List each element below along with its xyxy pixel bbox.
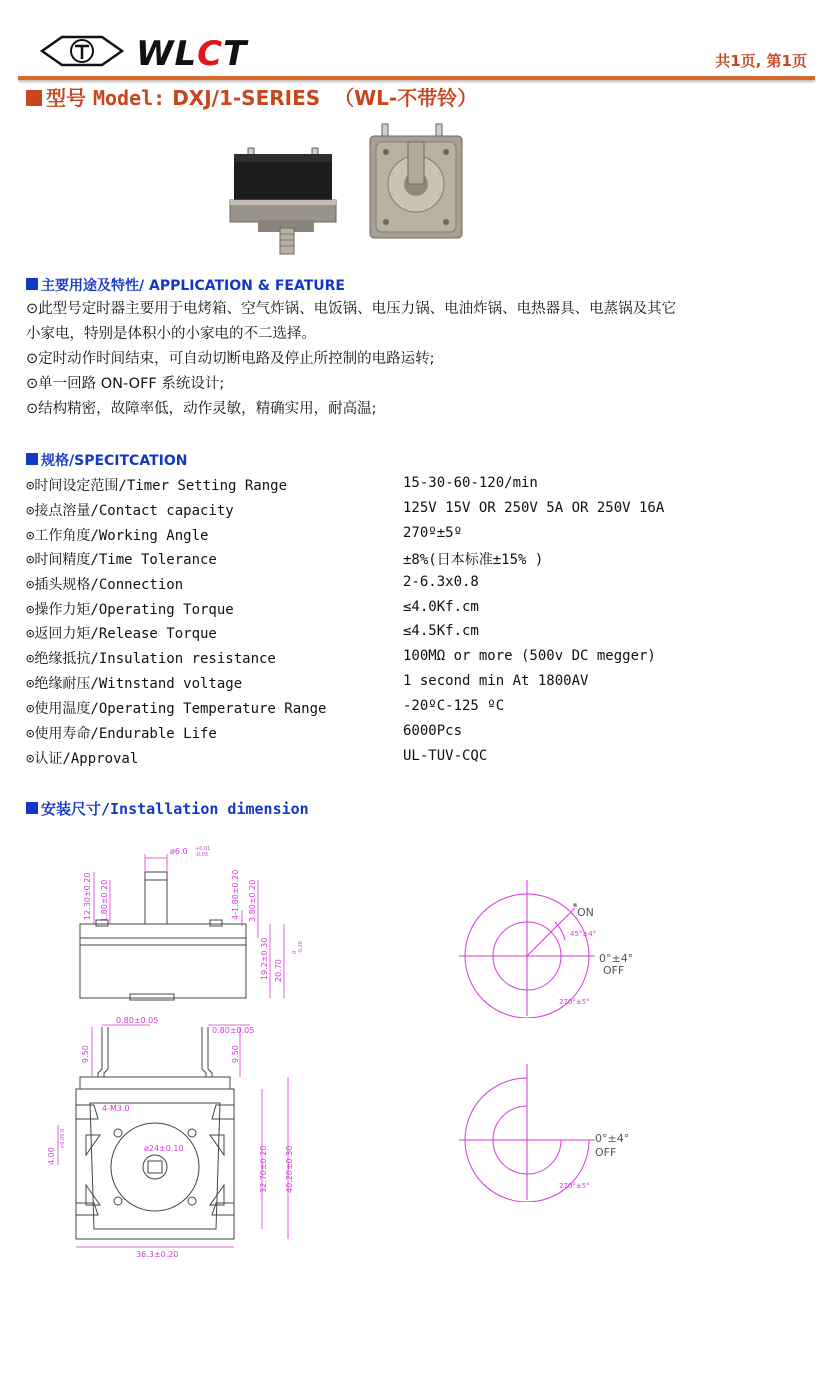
dim-4-1-8: 4-1.80±0.20 [231,869,240,920]
label-on: ON [577,906,594,919]
label-zero: 0°±4° [599,952,634,965]
spec-value: 100MΩ or more (500v DC megger) [403,648,656,664]
spec-row [26,623,806,648]
off-angle-diagram [455,1062,655,1206]
front-view-drawing [40,1015,310,1269]
spec-row [26,673,806,698]
product-photo-front [366,122,466,246]
spec-value: 125V 15V OR 250V 5A OR 250V 16A [403,500,665,516]
product-photo-side [228,140,340,262]
dim-shaft-tol-up: +0.01 [195,846,211,852]
spec-value: 15-30-60-120/min [403,475,538,491]
feature-line: ⊙定时动作时间结束，可自动切断电路及停止所控制的电路运转; [26,351,435,367]
side-view-drawing [70,840,310,1014]
on-off-angle-diagram [455,878,655,1022]
spec-label: ⊙时间精度/Time Tolerance [26,552,217,568]
feature-line: 小家电，特别是体积小的小家电的不二选择。 [26,326,316,342]
spec-value: UL-TUV-CQC [403,748,488,764]
spec-value: -20ºC-125 ºC [403,698,505,714]
spec-row [26,475,806,500]
spec-value: 2-6.3x0.8 [403,574,479,590]
spec-value: 1 second min At 1800AV [403,673,589,689]
dim-19-2: 19.2±0.30 [260,937,269,980]
dim-tab-w-left: 0.80±0.05 [116,1016,159,1025]
spec-value: ≤4.5Kf.cm [403,623,479,639]
spec-row [26,500,806,525]
feature-line: ⊙单一回路 ON-OFF 系统设计; [26,376,225,392]
dim-3-8: 3.80±0.20 [248,879,257,922]
spec-label: ⊙认证/Approval [26,751,139,767]
feature-line: ⊙结构精密，故障率低，动作灵敏，精确实用，耐高温; [26,401,377,417]
dim-tab-w-right: 0.80±0.05 [212,1026,255,1035]
dim-20-7-tol-dn: -0.20 [298,941,304,954]
dim-36-3: 36.3±0.20 [136,1250,179,1259]
dim-tab-h-right: 9.50 [231,1045,240,1063]
dim-40-2: 40.20±0.30 [285,1145,294,1193]
specification-heading: 规格/SPECITCATION [26,450,187,470]
dim-20-7-tol-up: 0 [292,950,298,954]
spec-label: ⊙使用温度/Operating Temperature Range [26,701,327,717]
spec-row [26,723,806,748]
dim-20-7: 20.70 [274,959,283,982]
dim-center-dia: ø24±0.10 [144,1144,184,1153]
label-angle-270: 270°±5° [559,1182,590,1190]
spec-label: ⊙工作角度/Working Angle [26,528,209,544]
spec-row [26,599,806,624]
dim-shaft-tol-dn: -0.03 [195,852,208,858]
logo-wordmark: WLCT [136,34,248,74]
spec-value: 6000Pcs [403,723,463,739]
dim-4-0-tol: +0.05 0 [60,1128,66,1149]
spec-value: ≤4.0Kf.cm [403,599,479,615]
spec-row [26,748,806,773]
logo-mark [40,34,124,72]
spec-value: ±8%(日本标准±15% ) [403,552,544,568]
label-off: OFF [603,964,625,977]
spec-label: ⊙使用寿命/Endurable Life [26,726,217,742]
square-bullet-icon [26,90,42,106]
spec-label: ⊙插头规格/Connection [26,577,184,593]
square-bullet-icon [26,802,38,814]
dim-tab-h-left: 9.50 [81,1045,90,1063]
application-heading: 主要用途及特性/ APPLICATION & FEATURE [26,275,345,295]
spec-row [26,525,806,550]
dim-12-3: 12.30±0.20 [83,872,92,920]
spec-row [26,698,806,723]
spec-label: ⊙绝缘抵抗/Insulation resistance [26,651,276,667]
spec-label: ⊙绝缘耐压/Witnstand voltage [26,676,243,692]
label-off: OFF [595,1146,617,1159]
dim-hole-label: 4-M3.0 [102,1104,130,1113]
spec-row [26,648,806,673]
page-count: 共1页, 第1页 [715,52,807,70]
label-zero: 0°±4° [595,1132,630,1145]
spec-label: ⊙时间设定范围/Timer Setting Range [26,478,288,494]
spec-value: 270º±5º [403,525,463,541]
installation-heading: 安装尺寸/Installation dimension [26,798,309,819]
label-angle-45: 45°±4° [570,930,597,938]
model-title: 型号 Model: DXJ/1-SERIES （WL-不带铃） [26,84,477,112]
dim-4-0: 4.00 [47,1147,56,1165]
spec-label: ⊙返回力矩/Release Torque [26,626,217,642]
square-bullet-icon [26,453,38,465]
dim-1-8: 1.80±0.20 [100,879,109,922]
spec-label: ⊙接点溶量/Contact capacity [26,503,234,519]
dim-32-7: 32.70±0.20 [259,1145,268,1193]
spec-label: ⊙操作力矩/Operating Torque [26,602,234,618]
spec-row [26,549,806,574]
square-bullet-icon [26,278,38,290]
feature-line: ⊙此型号定时器主要用于电烤箱、空气炸锅、电饭锅、电压力锅、电油炸锅、电热器具、电蒸锅及其它 [26,301,677,317]
dim-shaft-dia: ø6.0 [170,847,188,856]
label-angle-270: 270°±5° [559,998,590,1006]
spec-row [26,574,806,599]
header-divider [18,76,815,80]
